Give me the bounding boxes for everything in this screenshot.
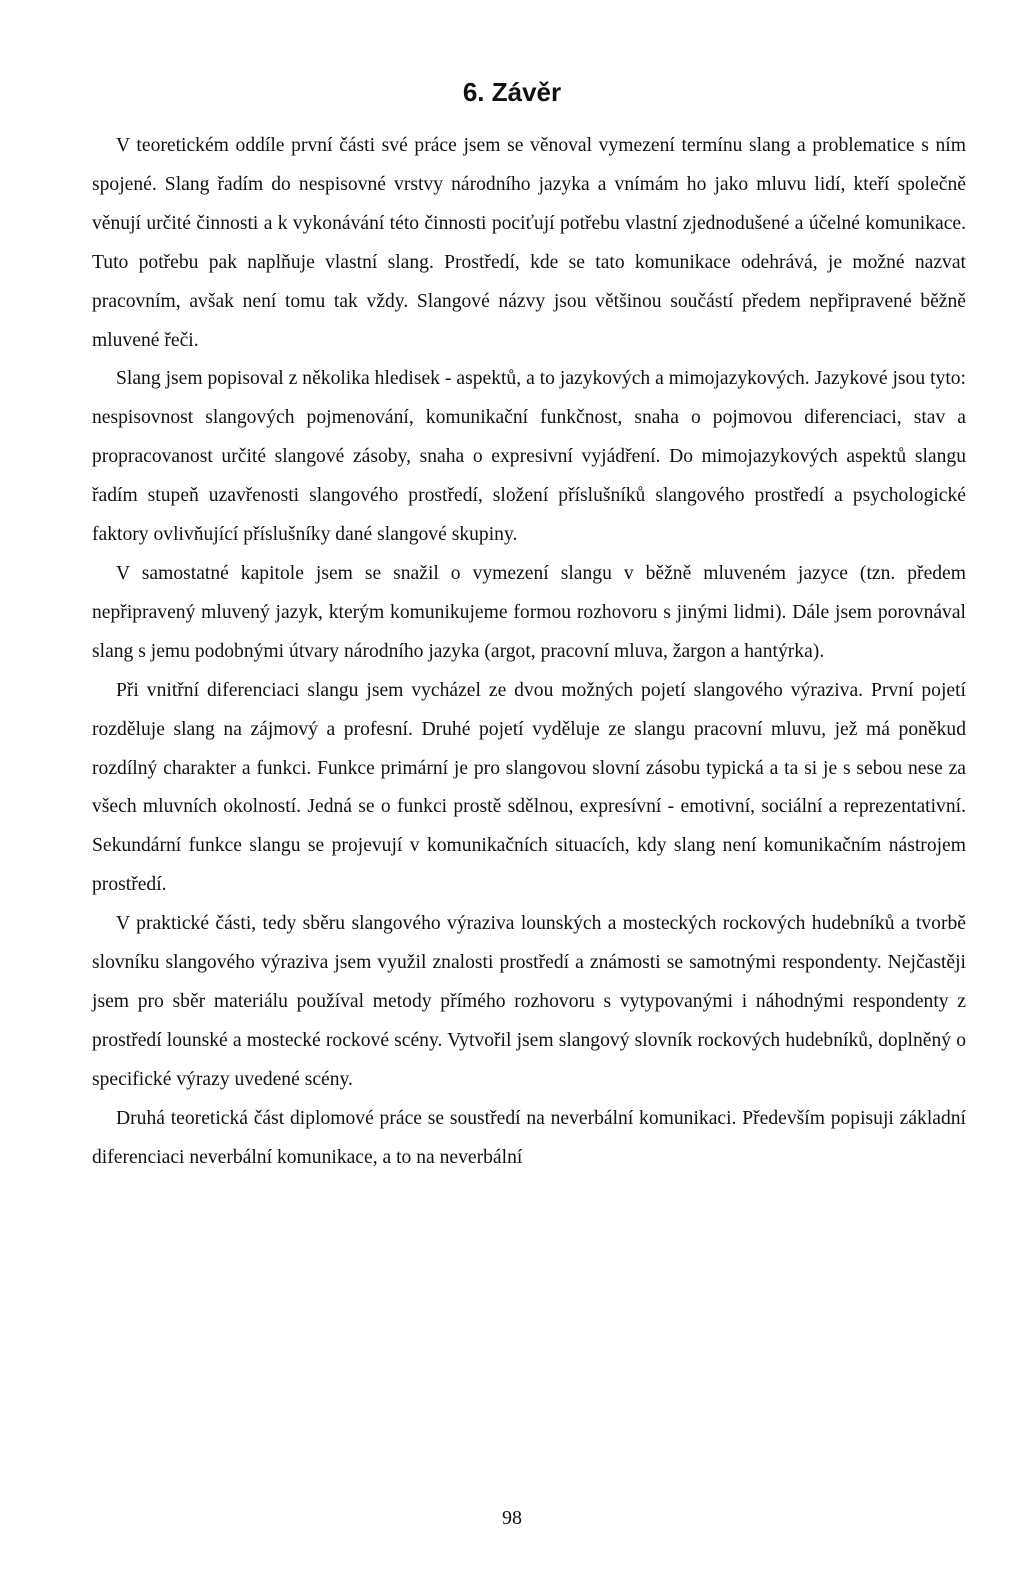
chapter-heading: 6. Závěr [462, 77, 562, 107]
body-text [92, 127, 966, 1177]
paragraph-aspects: Slang jsem popisoval z několika hledisek - aspektů, a to jazykových a mimojazykových. Jazykové jsou tyto: nespisovnost slangových pojmenování, komunikační funkčnost, snaha o pojmovou diferenciaci, stav a propracovanost určité slangové zásoby, snaha o expresivní vyjádření. Do mimojazykových aspektů slangu řadím stupeň uzavřenosti slangového prostředí, složení příslušníků slangového prostředí a psychologické faktory ovlivňující příslušníky dané slangové skupiny. [92, 368, 966, 546]
paragraph-practical-part: V praktické části, tedy sběru slangového výraziva lounských a mosteckých rockových hudebníků a tvorbě slovníku slangového výraziva jsem využil znalosti prostředí a známosti se samotnými respondenty. Nejčastěji jsem pro sběr materiálu používal metody přímého rozhovoru s vytypovanými i náhodnými respondenty z prostředí lounské a mostecké rockové scény. Vytvořil jsem slangový slovník rockových hudebníků, doplněný o specifické výrazy uvedené scény. [92, 913, 966, 1090]
paragraph-spoken-language: V samostatné kapitole jsem se snažil o vymezení slangu v běžně mluveném jazyce (tzn. předem nepřipravený mluvený jazyk, kterým komunikujeme formou rozhovoru s jinými lidmi). Dále jsem porovnával slang s jemu podobnými útvary národního jazyka (argot, pracovní mluva, žargon a hantýrka). [92, 562, 966, 662]
paragraph-nonverbal: Druhá teoretická část diplomové práce se soustředí na neverbální komunikaci. Především popisuji základní diferenciaci neverbální komunikace, a to na neverbální [92, 1107, 966, 1168]
paragraph-theory-slang: V teoretickém oddíle první části své práce jsem se věnoval vymezení termínu slang a problematice s ním spojené. Slang řadím do nespisovné vrstvy národního jazyka a vnímám ho jako mluvu lidí, kteří společně věnují určité činnosti a k vykonávání této činnosti pociťují potřebu vlastní zjednodušené a účelné komunikace. Tuto potřebu pak naplňuje vlastní slang. Prostředí, kde se tato komunikace odehrává, je možné nazvat pracovním, avšak není tomu tak vždy. Slangové názvy jsou většinou součástí předem nepřipravené běžně mluvené řeči. [92, 135, 966, 351]
page-number: 98 [502, 1507, 522, 1529]
paragraph-differentiation: Při vnitřní diferenciaci slangu jsem vycházel ze dvou možných pojetí slangového výraziva. První pojetí rozděluje slang na zájmový a profesní. Druhé pojetí vyděluje ze slangu pracovní mluvu, jež má poněkud rozdílný charakter a funkci. Funkce primární je pro slangovou slovní zásobu typická a ta si je s sebou nese za všech mluvních okolností. Jedná se o funkci prostě sdělnou, expresívní - emotivní, sociální a reprezentativní. Sekundární funkce slangu se projevují v komunikačních situacích, kdy slang není komunikačním nástrojem prostředí. [92, 679, 966, 896]
